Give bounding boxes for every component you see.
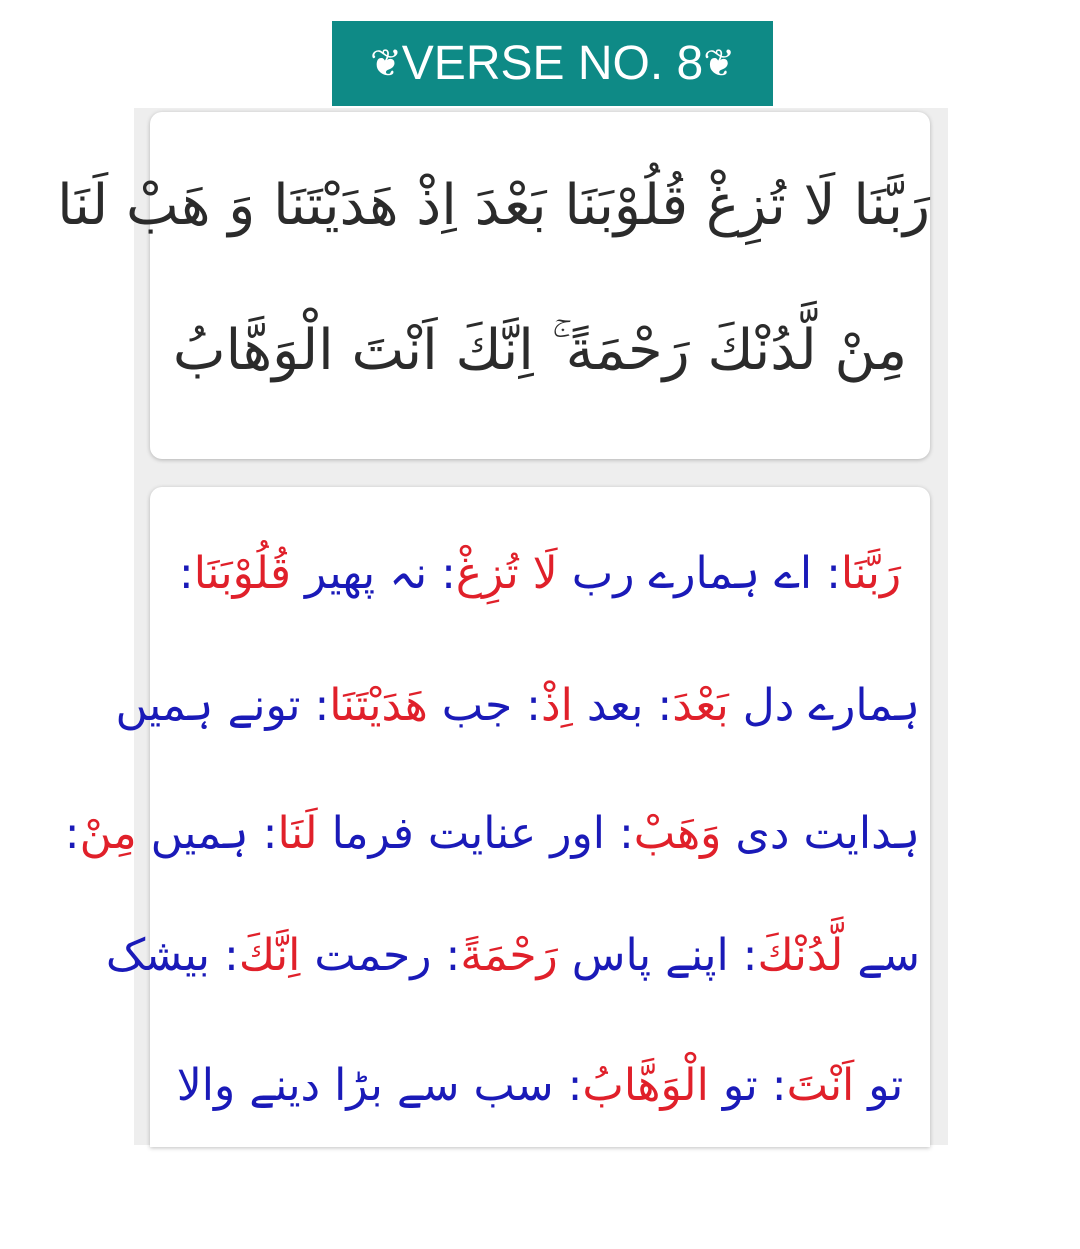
urdu-meaning: ہمیں <box>150 808 249 859</box>
arabic-word: هَدَیْتَنَا <box>329 680 428 731</box>
urdu-meaning: اے ہمارے رب <box>571 548 813 599</box>
word-separator: : <box>604 808 634 859</box>
meaning-line-5 <box>160 1060 920 1113</box>
urdu-meaning: اپنے پاس <box>571 930 729 981</box>
floral-ornament-right-icon: ❦ <box>703 42 736 85</box>
word-separator: : <box>728 930 758 981</box>
meaning-line-1 <box>160 548 920 601</box>
word-separator: : <box>427 548 456 599</box>
urdu-meaning: ہدایت دی <box>735 808 920 859</box>
verse-number-title: VERSE NO. 8 <box>401 37 704 90</box>
urdu-meaning: بعد <box>586 680 644 731</box>
arabic-word: لَا تُزِغْ <box>455 548 558 599</box>
urdu-meaning: تو <box>868 1060 904 1111</box>
arabic-word: بَعْدَ <box>672 680 729 731</box>
arabic-word: وَهَبْ <box>633 808 722 859</box>
verse-arabic-card <box>57 112 930 459</box>
word-separator: : <box>300 680 330 731</box>
arabic-word: لَنَا <box>277 808 318 859</box>
urdu-meaning: نہ پھیر <box>305 548 428 599</box>
urdu-meaning: بیشک <box>105 930 211 981</box>
word-separator: : <box>248 808 278 859</box>
urdu-meaning: سب سے بڑا دینے والا <box>176 1060 554 1111</box>
verse-arabic-line-2: مِنْ لَّدُنْكَ رَحْمَةً ۚ اِنَّكَ اَنْتَ الْوَهَّابُ <box>172 318 908 383</box>
arabic-word: رَبَّنَا <box>840 548 902 599</box>
urdu-meaning: سے <box>857 930 920 981</box>
word-separator: : <box>512 680 541 731</box>
arabic-word: لَّدُنْكَ <box>757 930 844 981</box>
arabic-word: الْوَهَّابُ <box>582 1060 709 1111</box>
word-separator: : <box>643 680 673 731</box>
verse-number-badge <box>332 21 773 106</box>
arabic-word: قُلُوْبَنَا <box>193 548 291 599</box>
urdu-meaning: اور عنایت فرما <box>331 808 605 859</box>
urdu-meaning: تو <box>722 1060 758 1111</box>
meaning-line-3 <box>64 808 920 861</box>
word-separator: : <box>64 808 80 859</box>
urdu-meaning: رحمت <box>314 930 432 981</box>
verse-arabic-line-1: رَبَّنَا لَا تُزِغْ قُلُوْبَنَا بَعْدَ اِذْ هَدَیْتَنَا وَ هَبْ لَنَا <box>57 173 930 238</box>
arabic-word: اِنَّكَ <box>238 930 301 981</box>
meaning-line-2 <box>115 680 920 733</box>
arabic-word: مِنْ <box>79 808 137 859</box>
urdu-meaning: جب <box>441 680 513 731</box>
word-separator: : <box>757 1060 787 1111</box>
word-separator: : <box>431 930 461 981</box>
arabic-word: اِذْ <box>541 680 573 731</box>
word-separator: : <box>553 1060 583 1111</box>
arabic-word: رَحْمَةً <box>460 930 558 981</box>
urdu-meaning: ہمارے دل <box>742 680 920 731</box>
arabic-word: اَنْتَ <box>786 1060 855 1111</box>
word-separator: : <box>210 930 239 981</box>
meaning-line-4 <box>105 930 920 983</box>
floral-ornament-left-icon: ❦ <box>369 42 402 85</box>
urdu-meaning: تونے ہمیں <box>115 680 301 731</box>
word-separator: : <box>812 548 841 599</box>
word-separator: : <box>178 548 194 599</box>
